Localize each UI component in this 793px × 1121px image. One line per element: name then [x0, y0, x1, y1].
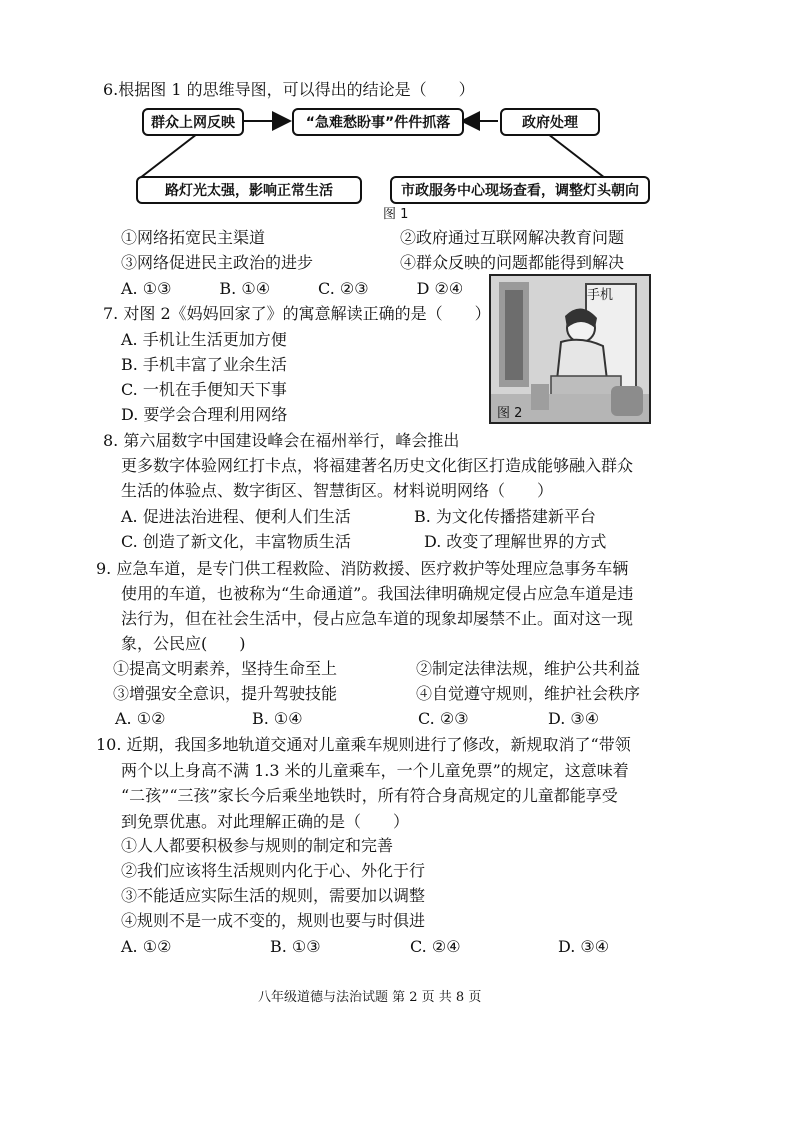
q9-line-1: 9. 应急车道，是专门供工程救险、消防救援、医疗救护等处理应急事务车辆	[96, 559, 629, 578]
q9-option-4: ④自觉遵守规则，维护社会秩序	[416, 684, 641, 703]
q6-option-3: ③网络促进民主政治的进步	[121, 253, 314, 272]
figure-2-text: 手机	[587, 288, 614, 303]
node-bottom-left: 路灯光太强，影响正常生活	[136, 176, 362, 204]
line-left-down	[140, 134, 197, 178]
q10-line-2: 两个以上身高不满 1.3 米的儿童乘车，一个儿童免票”的规定，这意味着	[121, 761, 629, 780]
q8-choice-b: B. 为文化传播搭建新平台	[414, 507, 596, 526]
q6-stem: 6.根据图 1 的思维导图，可以得出的结论是（ ）	[103, 80, 475, 99]
q10-choice-b: B. ①③	[270, 937, 321, 956]
q7-stem: 7. 对图 2《妈妈回家了》的寓意解读正确的是（ ）	[103, 304, 491, 323]
figure-2-photo	[489, 274, 651, 424]
node-center: “急难愁盼事”件件抓落	[292, 108, 464, 136]
q8-line-2: 更多数字体验网红打卡点，将福建著名历史文化街区打造成能够融入群众	[121, 456, 634, 475]
q10-choice-c: C. ②④	[410, 937, 461, 956]
q7-choice-c: C. 一机在手便知天下事	[121, 380, 287, 399]
q10-option-4: ④规则不是一成不变的，规则也要与时俱进	[121, 911, 426, 930]
q6-option-1: ①网络拓宽民主渠道	[121, 228, 266, 247]
q10-line-1: 10. 近期，我国多地轨道交通对儿童乘车规则进行了修改，新规取消了“带领	[96, 735, 631, 754]
q7-choice-a: A. 手机让生活更加方便	[121, 330, 287, 349]
q9-line-4: 象，公民应( )	[121, 634, 246, 653]
q10-line-3: “二孩”“三孩”家长今后乘坐地铁时，所有符合身高规定的儿童都能享受	[121, 786, 618, 805]
q9-line-2: 使用的车道，也被称为“生命通道”。我国法律明确规定侵占应急车道是违	[121, 584, 634, 603]
q7-choice-d: D. 要学会合理利用网络	[121, 405, 288, 424]
q6-option-4: ④群众反映的问题都能得到解决	[400, 253, 625, 272]
figure-1-caption: 图 1	[383, 207, 409, 222]
q8-line-3: 生活的体验点、数字街区、智慧街区。材料说明网络（ ）	[121, 481, 554, 500]
q10-option-3: ③不能适应实际生活的规则，需要加以调整	[121, 886, 426, 905]
q9-line-3: 法行为，但在社会生活中，侵占应急车道的现象却屡禁不止。面对这一现	[121, 609, 634, 628]
q10-option-2: ②我们应该将生活规则内化于心、外化于行	[121, 861, 426, 880]
figure-2-illustration	[491, 276, 649, 422]
q6-option-2: ②政府通过互联网解决教育问题	[400, 228, 625, 247]
q9-choice-a: A. ①②	[115, 709, 166, 728]
q8-choice-d: D. 改变了理解世界的方式	[424, 532, 607, 551]
q7-choice-b: B. 手机丰富了业余生活	[121, 355, 287, 374]
page-footer: 八年级道德与法治试题 第 2 页 共 8 页	[258, 990, 482, 1005]
q9-choice-b: B. ①④	[252, 709, 303, 728]
q9-choice-d: D. ③④	[548, 709, 600, 728]
line-right-down	[548, 134, 605, 178]
q10-option-1: ①人人都要积极参与规则的制定和完善	[121, 836, 394, 855]
q8-line-1: 8. 第六届数字中国建设峰会在福州举行，峰会推出	[103, 431, 460, 450]
q9-choice-c: C. ②③	[418, 709, 469, 728]
q10-choice-d: D. ③④	[558, 937, 610, 956]
figure-2-caption: 图 2	[497, 406, 523, 421]
q6-choices: A. ①③ B. ①④ C. ②③ D ②④	[121, 279, 464, 298]
node-left: 群众上网反映	[142, 108, 244, 136]
node-bottom-right: 市政服务中心现场查看，调整灯头朝向	[390, 176, 650, 204]
q9-option-2: ②制定法律法规，维护公共利益	[416, 659, 641, 678]
q8-choice-c: C. 创造了新文化，丰富物质生活	[121, 532, 351, 551]
q9-option-3: ③增强安全意识，提升驾驶技能	[113, 684, 338, 703]
q8-choice-a: A. 促进法治进程、便利人们生活	[121, 507, 351, 526]
node-right: 政府处理	[500, 108, 600, 136]
q10-line-4: 到免票优惠。对此理解正确的是（ ）	[121, 812, 410, 831]
q10-choice-a: A. ①②	[121, 937, 172, 956]
q9-option-1: ①提高文明素养，坚持生命至上	[113, 659, 338, 678]
